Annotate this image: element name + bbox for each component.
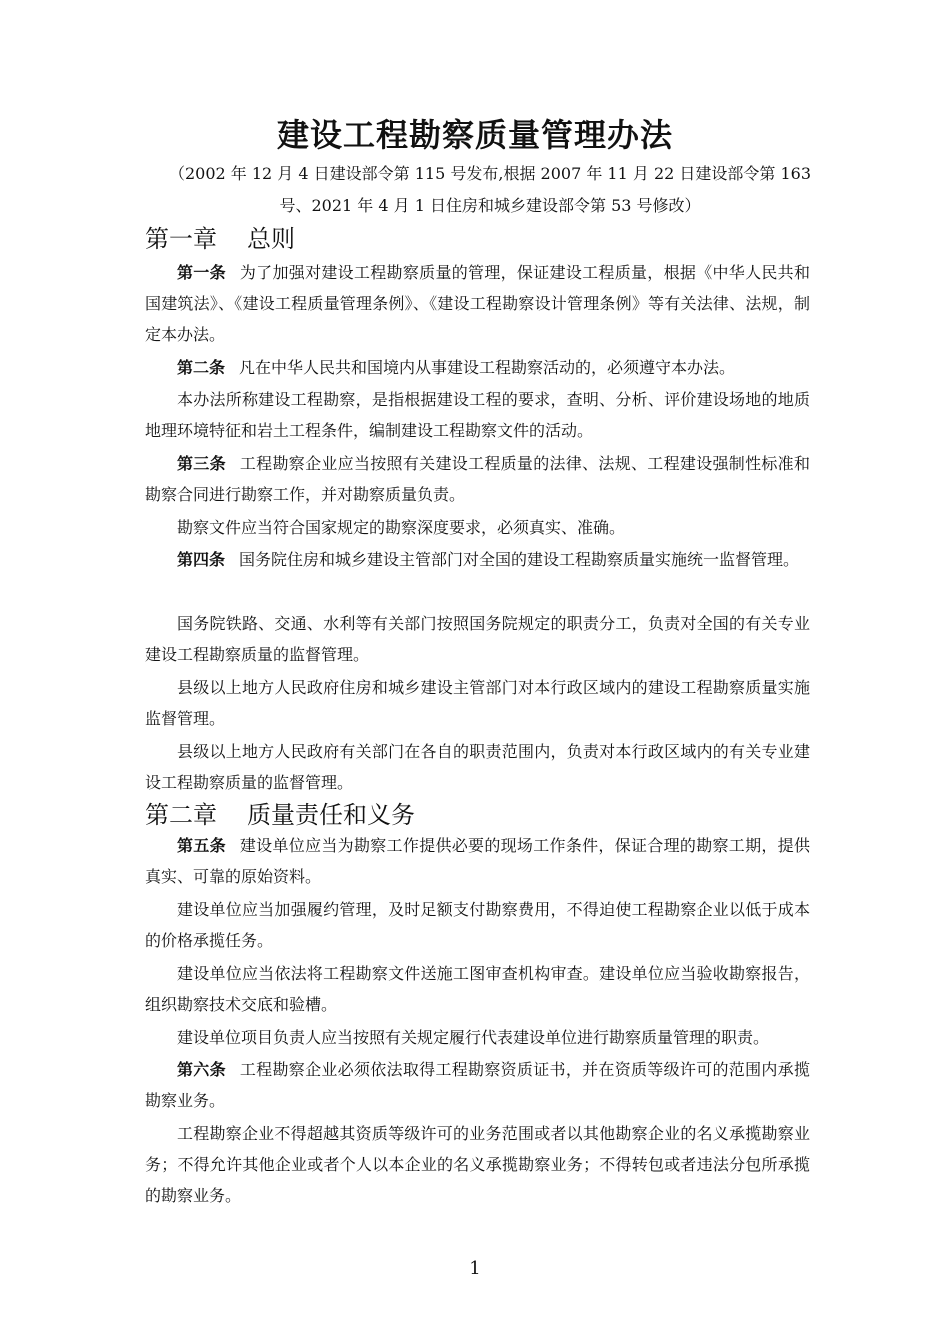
article-number: 第三条: [177, 454, 226, 473]
paragraph: [145, 257, 810, 350]
article-number: 第一条: [177, 263, 226, 282]
article-text: 建设单位应当依法将工程勘察文件送施工图审查机构审查。建设单位应当验收勘察报告，组织勘察技术交底和验槽。: [145, 964, 810, 1014]
paragraph: [145, 608, 810, 670]
document-title: 建设工程勘察质量管理办法: [276, 116, 673, 154]
chapter-title: 质量责任和义务: [247, 801, 415, 829]
article-text: 凡在中华人民共和国境内从事建设工程勘察活动的，必须遵守本办法。: [239, 358, 736, 377]
chapter-heading: [145, 219, 295, 254]
article-text: 工程勘察企业必须依法取得工程勘察资质证书，并在资质等级许可的范围内承揽勘察业务。: [145, 1060, 810, 1110]
article-text: 国务院铁路、交通、水利等有关部门按照国务院规定的职责分工，负责对全国的有关专业建设工程勘察质量的监督管理。: [145, 614, 810, 664]
paragraph: [145, 894, 810, 956]
article-text: 勘察文件应当符合国家规定的勘察深度要求，必须真实、准确。: [177, 518, 626, 537]
article-text: 建设单位应当加强履约管理，及时足额支付勘察费用，不得迫使工程勘察企业以低于成本的价格承揽任务。: [145, 900, 810, 950]
article-text: 本办法所称建设工程勘察，是指根据建设工程的要求，查明、分析、评价建设场地的地质地理环境特征和岩土工程条件，编制建设工程勘察文件的活动。: [145, 390, 810, 440]
article-number: 第五条: [177, 836, 226, 855]
paragraph: [145, 1054, 810, 1116]
paragraph: [145, 448, 810, 510]
paragraph: [145, 672, 810, 734]
paragraph: [145, 736, 810, 798]
chapter-title: 总则: [247, 225, 295, 253]
document-subtitle-line1: （2002 年 12 月 4 日建设部令第 115 号发布,根据 2007 年 11 月 22 日建设部令第 163: [168, 164, 812, 183]
article-number: 第二条: [177, 358, 226, 377]
chapter-number: 第二章: [145, 801, 217, 829]
article-text: 工程勘察企业应当按照有关建设工程质量的法律、法规、工程建设强制性标准和勘察合同进行勘察工作，并对勘察质量负责。: [145, 454, 810, 504]
paragraph: [145, 1118, 810, 1211]
paragraph: [145, 352, 810, 383]
article-text: 建设单位项目负责人应当按照有关规定履行代表建设单位进行勘察质量管理的职责。: [177, 1028, 770, 1047]
article-text: 县级以上地方人民政府有关部门在各自的职责范围内，负责对本行政区域内的有关专业建设工程勘察质量的监督管理。: [145, 742, 810, 792]
article-text: 为了加强对建设工程勘察质量的管理，保证建设工程质量，根据《中华人民共和国建筑法》、《建设工程质量管理条例》、《建设工程勘察设计管理条例》等有关法律、法规，制定本办法。: [145, 263, 810, 344]
paragraph: [145, 384, 810, 446]
chapter-number: 第一章: [145, 225, 217, 253]
paragraph: [145, 830, 810, 892]
page-number: 1: [469, 1258, 481, 1279]
paragraph: [145, 958, 810, 1020]
article-number: 第四条: [177, 550, 226, 569]
article-text: 建设单位应当为勘察工作提供必要的现场工作条件，保证合理的勘察工期，提供真实、可靠的原始资料。: [145, 836, 810, 886]
article-text: 县级以上地方人民政府住房和城乡建设主管部门对本行政区域内的建设工程勘察质量实施监督管理。: [145, 678, 810, 728]
paragraph: [145, 512, 810, 543]
chapter-heading: [145, 795, 415, 830]
paragraph: [145, 1022, 810, 1053]
paragraph: [145, 544, 810, 575]
article-number: 第六条: [177, 1060, 226, 1079]
article-text: 工程勘察企业不得超越其资质等级许可的业务范围或者以其他勘察企业的名义承揽勘察业务；不得允许其他企业或者个人以本企业的名义承揽勘察业务；不得转包或者违法分包所承揽的勘察业务。: [145, 1124, 810, 1205]
article-text: 国务院住房和城乡建设主管部门对全国的建设工程勘察质量实施统一监督管理。: [239, 550, 800, 569]
document-subtitle-line2: 号、2021 年 4 月 1 日住房和城乡建设部令第 53 号修改）: [279, 196, 701, 215]
